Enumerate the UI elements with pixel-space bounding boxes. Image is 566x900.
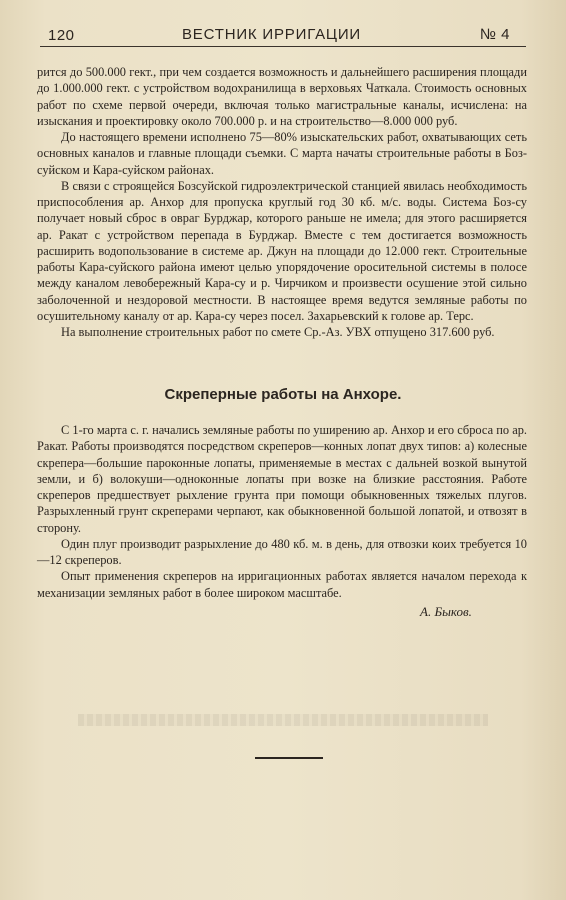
page-header	[40, 24, 520, 46]
paragraph: До настоящего времени исполнено 75—80% изыскательских работ, охватывающих сеть основных каналов и главные площади съемки. С марта начаты строительные работы в Боз-суйском и Кара-суйском районах.	[37, 130, 527, 177]
article-continuation	[37, 64, 527, 340]
paragraph: В связи с строящейся Бозсуйской гидроэлектрической станцией явилась необходимость приспособления ар. Анхор для пропуска круглый год 30 кб. м/с. воды. Система Боз-су получает новый сброс в овраг Бурджар, которого раньше не имела; для этого расширяется ар. Ракат с устройством перепада в Бурджар. Вместе с тем достигается возможность расширить водопользование в системе ар. Джун на площади до 12.000 гект. Строительные работы Кара-суйского района имеют целью упорядочение оросительной системы в полосе между каналом левобережный Кара-су и р. Чирчиком и произвести осушение этой сильно заболоченной и нездоровой местности. В настоящее время ведутся земляные работы по осушительному каналу от ар. Кара-су через посел. Захарьевский к голове ар. Терс.	[37, 178, 527, 323]
paragraph: рится до 500.000 гект., при чем создается возможность и дальнейшего расширения площади до 1.000.000 гект. с устройством водохранилища в верховьях Чаткала. Стоимость основных работ по схеме первой очереди, включая только магистральные каналы, исчислена: на изыскания и проектировку около 700.000 р. и на строительство—8.000 000 руб.	[37, 65, 527, 128]
page-number: 120	[48, 27, 75, 44]
header-divider	[40, 46, 526, 47]
article-body	[37, 422, 527, 601]
article-title: Скреперные работы на Анхоре.	[164, 386, 402, 403]
author-signature: А. Быков.	[420, 604, 472, 619]
journal-title: ВЕСТНИК ИРРИГАЦИИ	[182, 26, 361, 43]
issue-number: № 4	[479, 26, 510, 43]
end-rule	[255, 757, 323, 759]
show-through-text	[78, 714, 488, 726]
paragraph: Опыт применения скреперов на ирригационных работах является началом перехода к механизации земляных работ в более широком масштабе.	[37, 569, 527, 600]
paragraph: На выполнение строительных работ по смете Ср.-Аз. УВХ отпущено 317.600 руб.	[61, 325, 495, 339]
paragraph: С 1-го марта с. г. начались земляные работы по уширению ар. Анхор и его сброса по ар. Ракат. Работы производятся посредством скреперов—конных лопат двух типов: а) колесные скрепера—большие пароконные лопаты, применяемые в местах с дальней возкой вынутой земли, и б) волокуши—одноконные лопаты при возке на близкие расстояния. Работе скреперов предшествует рыхление грунта при помощи обыкновенных тяжелых плугов. Разрыхленный грунт скреперами черпают, как обыкновенной большой лопатой, и отвозят в сторону.	[37, 423, 527, 535]
paragraph: Один плуг производит разрыхление до 480 кб. м. в день, для отвозки коих требуется 10—12 скреперов.	[37, 536, 527, 567]
